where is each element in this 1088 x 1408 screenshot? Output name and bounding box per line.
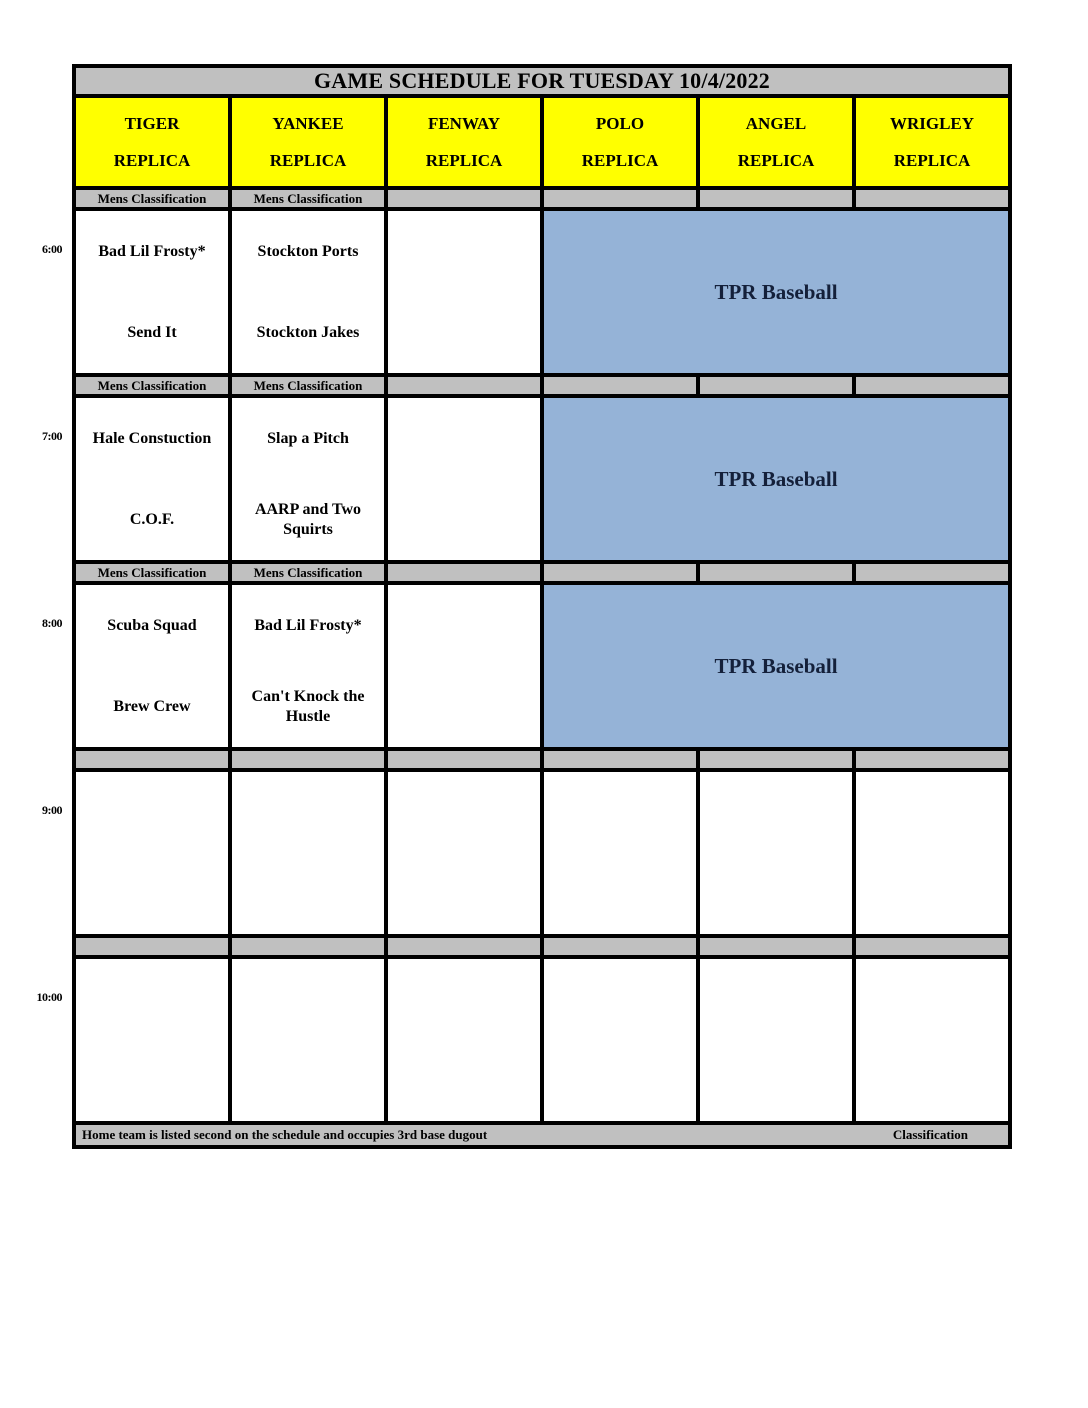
classification-bar	[230, 936, 386, 957]
empty-game-cell	[542, 957, 698, 1123]
away-team: Bad Lil Frosty*	[98, 242, 206, 260]
empty-game-cell	[386, 209, 542, 375]
home-team: Brew Crew	[113, 697, 191, 715]
game-cell	[74, 396, 230, 562]
classification-bar: Mens Classification	[230, 562, 386, 583]
classification-bar	[854, 375, 1010, 396]
empty-game-cell	[386, 957, 542, 1123]
classification-bar	[230, 749, 386, 770]
field-sub: REPLICA	[425, 150, 503, 170]
home-team: Stockton Jakes	[256, 323, 360, 341]
home-team: AARP and Two Squirts	[254, 500, 362, 538]
game-cell	[230, 583, 386, 749]
empty-game-cell	[854, 957, 1010, 1123]
classification-bar	[698, 375, 854, 396]
classification-bar	[386, 188, 542, 209]
classification-bar: Mens Classification	[74, 188, 230, 209]
home-team: C.O.F.	[129, 510, 175, 528]
classification-bar	[698, 188, 854, 209]
empty-game-cell	[698, 770, 854, 936]
classification-bar: Mens Classification	[230, 188, 386, 209]
classification-bar	[698, 562, 854, 583]
classification-bar	[854, 936, 1010, 957]
field-sub: REPLICA	[581, 150, 659, 170]
classification-bar	[542, 188, 698, 209]
field-header-tiger	[74, 96, 230, 188]
classification-bar: Mens Classification	[230, 375, 386, 396]
tpr-baseball-block: TPR Baseball	[542, 209, 1010, 375]
field-header-yankee	[230, 96, 386, 188]
classification-bar	[698, 749, 854, 770]
empty-game-cell	[698, 957, 854, 1123]
field-name: WRIGLEY	[889, 113, 975, 133]
classification-bar	[74, 936, 230, 957]
field-header-wrigley	[854, 96, 1010, 188]
time-label-6: 6:00	[42, 242, 62, 256]
time-label-8: 8:00	[42, 616, 62, 630]
field-name: POLO	[595, 113, 645, 133]
footer-classification-label: Classification	[892, 1127, 968, 1142]
schedule-table	[72, 64, 1012, 1149]
away-team: Bad Lil Frosty*	[254, 616, 362, 634]
field-name: FENWAY	[427, 113, 501, 133]
empty-game-cell	[230, 770, 386, 936]
field-sub: REPLICA	[893, 150, 971, 170]
classification-bar	[698, 936, 854, 957]
empty-game-cell	[230, 957, 386, 1123]
classification-bar	[386, 936, 542, 957]
footer-bar	[74, 1123, 1010, 1147]
classification-bar	[542, 936, 698, 957]
classification-bar: Mens Classification	[74, 562, 230, 583]
game-cell	[230, 209, 386, 375]
tpr-baseball-block: TPR Baseball	[542, 583, 1010, 749]
classification-bar	[854, 188, 1010, 209]
field-name: TIGER	[124, 113, 180, 133]
field-header-fenway	[386, 96, 542, 188]
field-name: YANKEE	[272, 113, 344, 133]
time-label-10: 10:00	[36, 990, 62, 1004]
classification-bar	[542, 375, 698, 396]
empty-game-cell	[386, 583, 542, 749]
field-name: ANGEL	[745, 113, 807, 133]
field-sub: REPLICA	[113, 150, 191, 170]
empty-game-cell	[854, 770, 1010, 936]
classification-bar: Mens Classification	[74, 375, 230, 396]
game-cell	[230, 396, 386, 562]
classification-bar	[542, 749, 698, 770]
away-team: Hale Constuction	[92, 429, 212, 447]
classification-bar	[386, 375, 542, 396]
home-team: Can't Knock the Hustle	[251, 687, 365, 725]
time-rail	[0, 0, 64, 1408]
classification-bar	[542, 562, 698, 583]
away-team: Stockton Ports	[257, 242, 359, 260]
schedule-title: GAME SCHEDULE FOR TUESDAY 10/4/2022	[74, 66, 1010, 96]
home-team: Send It	[127, 323, 177, 341]
empty-game-cell	[386, 770, 542, 936]
classification-bar	[854, 562, 1010, 583]
empty-game-cell	[74, 957, 230, 1123]
classification-bar	[854, 749, 1010, 770]
time-label-9: 9:00	[42, 803, 62, 817]
field-sub: REPLICA	[269, 150, 347, 170]
tpr-baseball-block: TPR Baseball	[542, 396, 1010, 562]
footer-note: Home team is listed second on the schedule and occupies 3rd base dugout	[82, 1127, 488, 1142]
field-header-polo	[542, 96, 698, 188]
away-team: Scuba Squad	[107, 616, 197, 634]
game-cell	[74, 583, 230, 749]
game-cell	[74, 209, 230, 375]
empty-game-cell	[386, 396, 542, 562]
time-label-7: 7:00	[42, 429, 62, 443]
away-team: Slap a Pitch	[267, 429, 349, 447]
field-header-angel	[698, 96, 854, 188]
classification-bar	[386, 749, 542, 770]
empty-game-cell	[74, 770, 230, 936]
classification-bar	[386, 562, 542, 583]
field-sub: REPLICA	[737, 150, 815, 170]
classification-bar	[74, 749, 230, 770]
empty-game-cell	[542, 770, 698, 936]
